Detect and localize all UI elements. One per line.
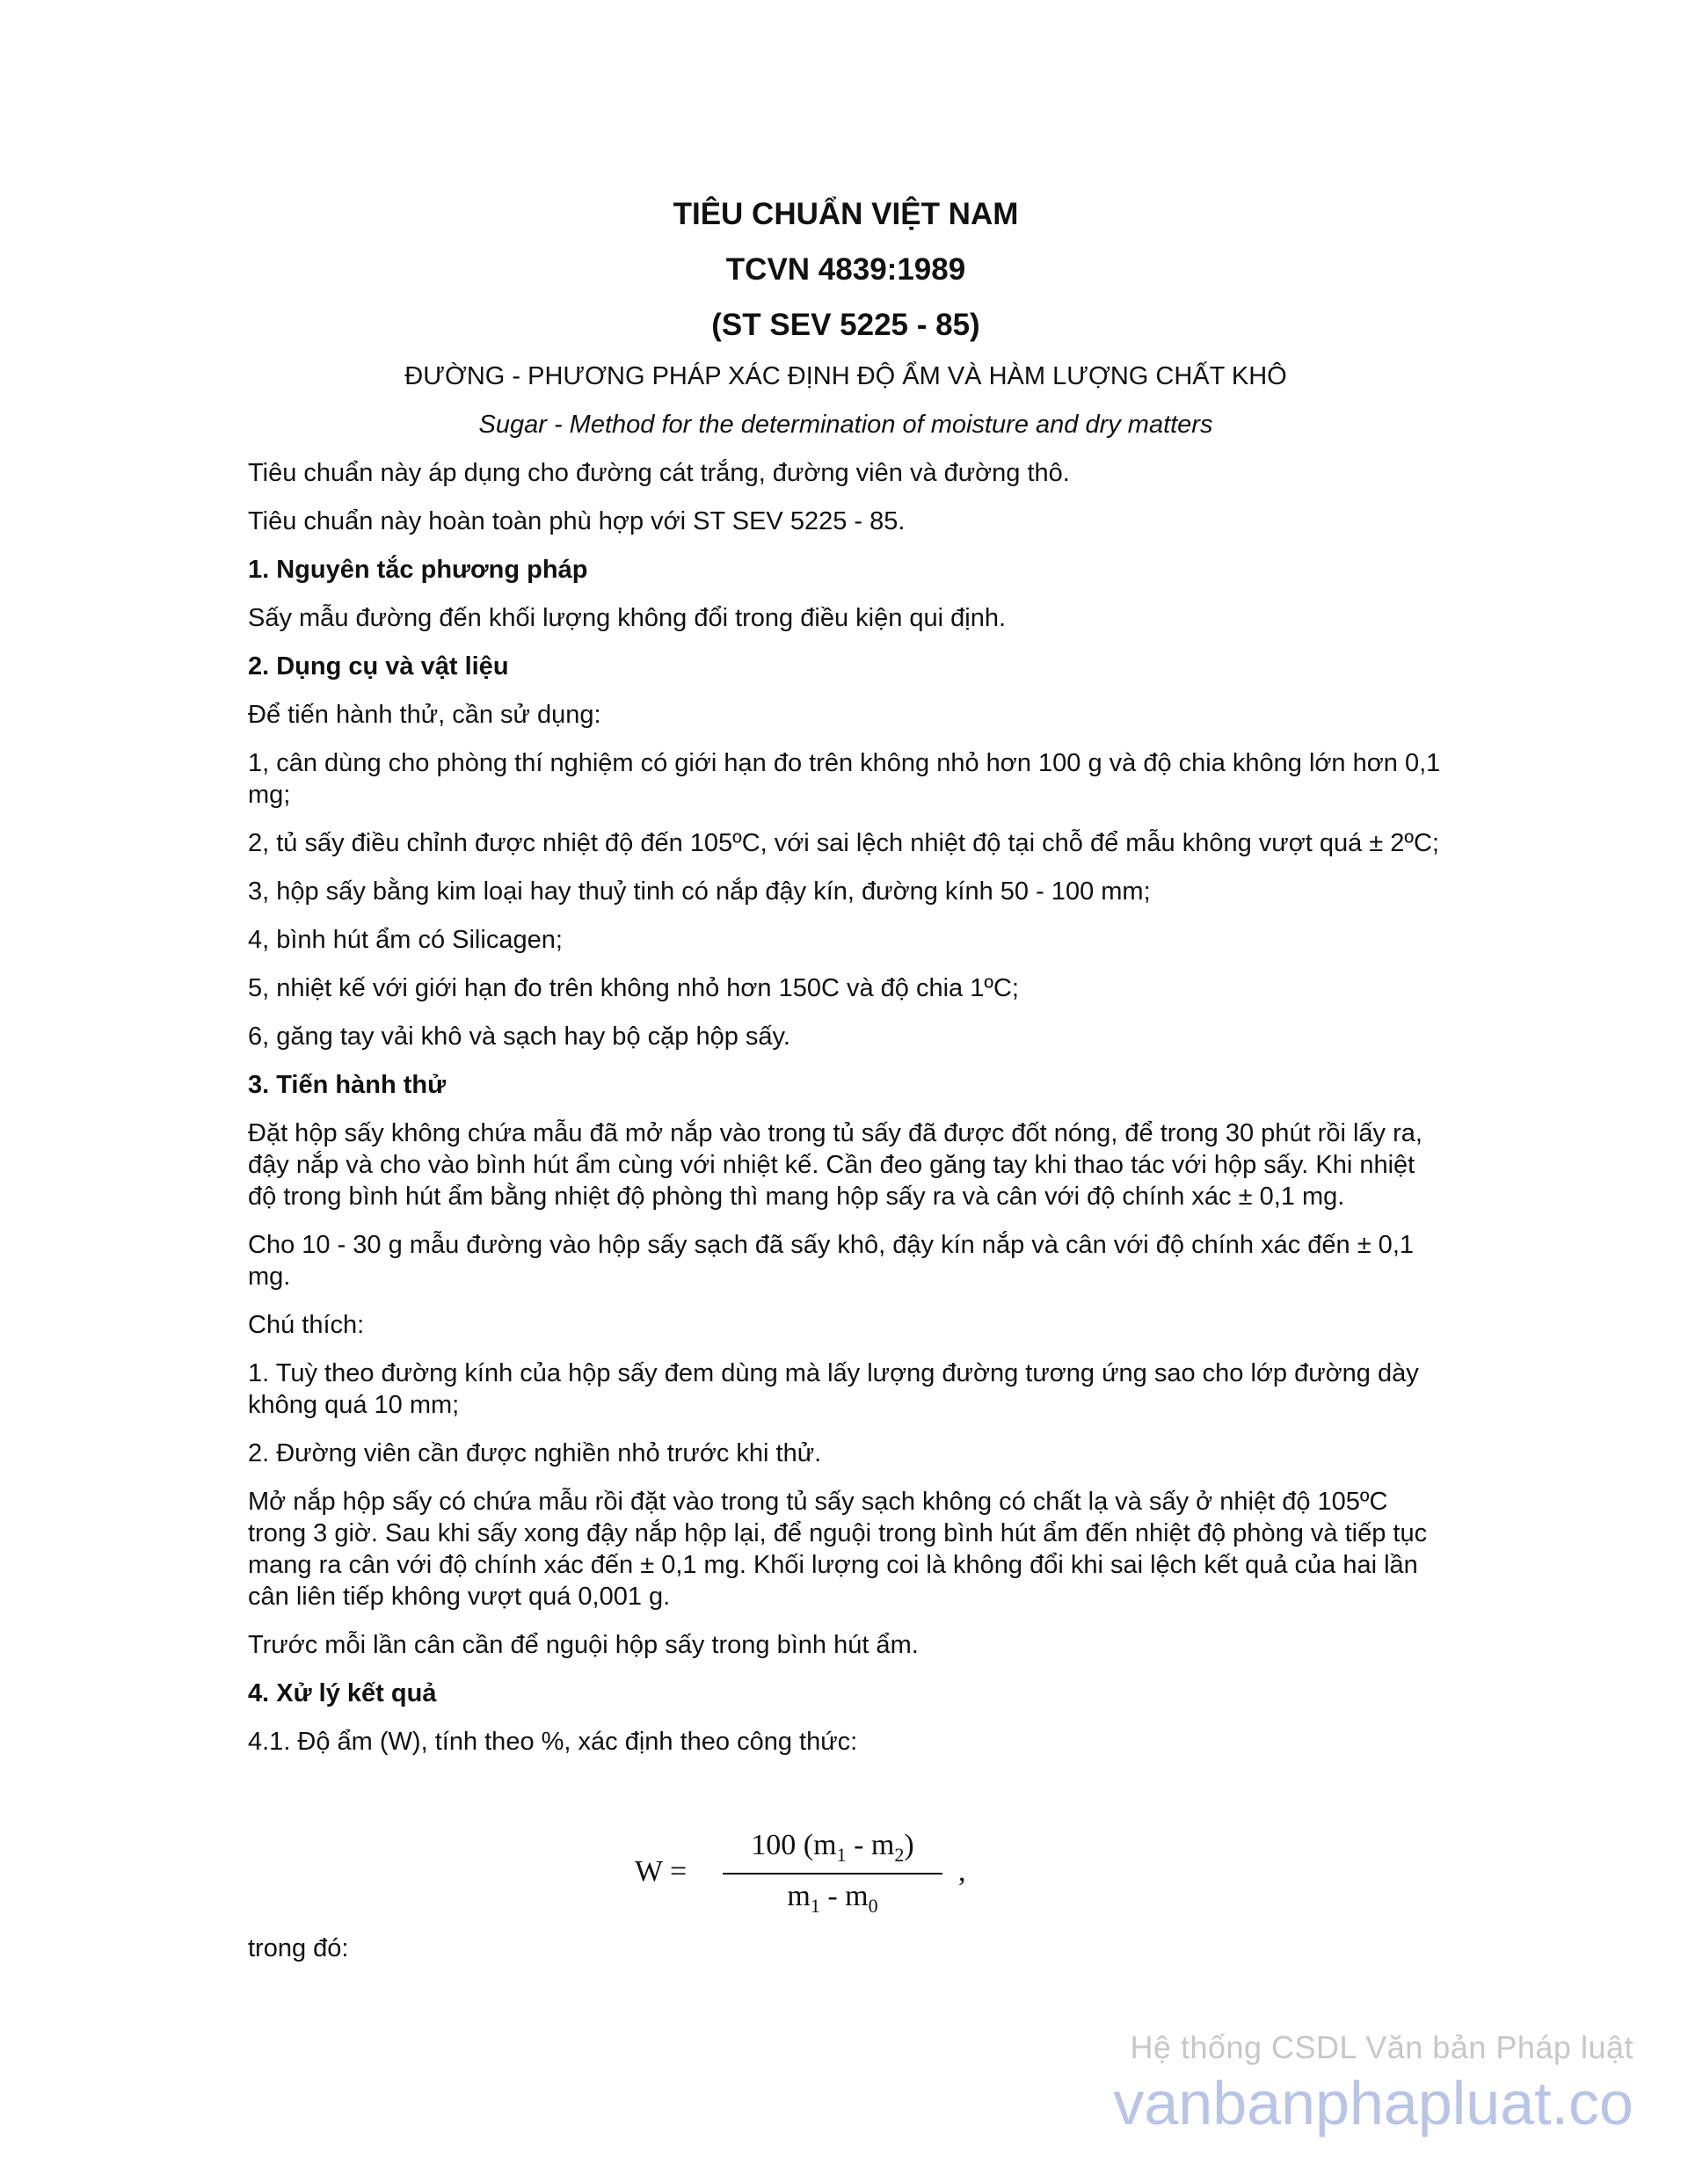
standard-code: TCVN 4839:1989 [725, 252, 966, 287]
english-title: Sugar - Method for the determination of moisture and dry matters [478, 411, 1213, 439]
section-heading: 1. Nguyên tắc phương pháp [248, 556, 588, 584]
formula-denominator: $m_1 - m_0$ [787, 1880, 878, 1917]
equivalent-standard: (ST SEV 5225 - 85) [711, 308, 980, 342]
section-heading: 2. Dụng cụ và vật liệu [248, 652, 509, 681]
note-label: Chú thích: [248, 1311, 365, 1339]
list-item: 5, nhiệt kế với giới hạn đo trên không nhỏ hơn 150C và độ chia 1ºC; [248, 974, 1019, 1002]
intro-paragraph: Tiêu chuẩn này áp dụng cho đường cát trắng, đường viên và đường thô. [248, 459, 1070, 487]
section-paragraph: Đặt hộp sấy không chứa mẫu đã mở nắp vào trong tủ sấy đã được đốt nóng, để trong 30 phút rồi lấy ra, đậy nắp và cho vào bình hút ẩm cùng với nhiệt kế. Cần đeo găng tay khi thao tác với hộp sấy. Khi nhiệt độ trong bình hút ẩm bằng nhiệt độ phòng thì mang hộp sấy ra và cân với độ chính xác ± 0,1 mg. [248, 1119, 1422, 1211]
fraction-bar [723, 1873, 942, 1875]
list-item: 2, tủ sấy điều chỉnh được nhiệt độ đến 105ºC, với sai lệch nhiệt độ tại chỗ để mẫu không vượt quá ± 2ºC; [248, 829, 1439, 857]
list-item: 3, hộp sấy bằng kim loại hay thuỷ tinh có nắp đậy kín, đường kính 50 - 100 mm; [248, 877, 1151, 906]
note-item: 1. Tuỳ theo đường kính của hộp sấy đem dùng mà lấy lượng đường tương ứng sao cho lớp đường dày không quá 10 mm; [248, 1359, 1419, 1419]
section-paragraph: Cho 10 - 30 g mẫu đường vào hộp sấy sạch đã sấy khô, đậy kín nắp và cân với độ chính xác đến ± 0,1 mg. [248, 1231, 1414, 1291]
list-item: 6, găng tay vải khô và sạch hay bộ cặp hộp sấy. [248, 1023, 790, 1051]
moisture-formula [635, 1829, 1004, 1926]
watermark-caption: Hệ thống CSDL Văn bản Pháp luật [1130, 2029, 1633, 2065]
note-item: 2. Đường viên cần được nghiền nhỏ trước khi thử. [248, 1439, 822, 1467]
section-paragraph: Sấy mẫu đường đến khối lượng không đổi trong điều kiện qui định. [248, 604, 1007, 632]
section-paragraph: Để tiến hành thử, cần sử dụng: [248, 701, 601, 729]
list-item: 4, bình hút ẩm có Silicagen; [248, 926, 563, 954]
intro-paragraph: Tiêu chuẩn này hoàn toàn phù hợp với ST SEV 5225 - 85. [248, 507, 906, 535]
formula-lhs: W = [635, 1855, 688, 1888]
section-paragraph: Trước mỗi lần cân cần để nguội hộp sấy trong bình hút ẩm. [248, 1631, 919, 1659]
document-subtitle: ĐƯỜNG - PHƯƠNG PHÁP XÁC ĐỊNH ĐỘ ẨM VÀ HÀM LƯỢNG CHẤT KHÔ [404, 362, 1287, 390]
section-heading: 3. Tiến hành thử [248, 1071, 447, 1099]
document-body [248, 457, 1444, 1774]
document-type-title: TIÊU CHUẨN VIỆT NAM [673, 197, 1019, 231]
formula-numerator: 100 $(m_1 - m_2)$ [751, 1829, 914, 1866]
section-heading: 4. Xử lý kết quả [248, 1679, 437, 1707]
where-label: trong đó: [248, 1934, 349, 1962]
formula-comma: , [958, 1855, 966, 1888]
watermark-site: vanbanphapluat.co [1113, 2069, 1633, 2137]
list-item: 1, cân dùng cho phòng thí nghiệm có giới hạn đo trên không nhỏ hơn 100 g và độ chia không lớn hơn 0,1 mg; [248, 749, 1441, 809]
section-paragraph: Mở nắp hộp sấy có chứa mẫu rồi đặt vào trong tủ sấy sạch không có chất lạ và sấy ở nhiệt độ 105ºC trong 3 giờ. Sau khi sấy xong đậy nắp hộp lại, để nguội trong bình hút ẩm đến nhiệt độ phòng và tiếp tục mang ra cân với độ chính xác đến ± 0,1 mg. Khối lượng coi là không đổi khi sai lệch kết quả của hai lần cân liên tiếp không vượt quá 0,001 g. [248, 1488, 1428, 1611]
section-paragraph: 4.1. Độ ẩm (W), tính theo %, xác định theo công thức: [248, 1728, 858, 1756]
